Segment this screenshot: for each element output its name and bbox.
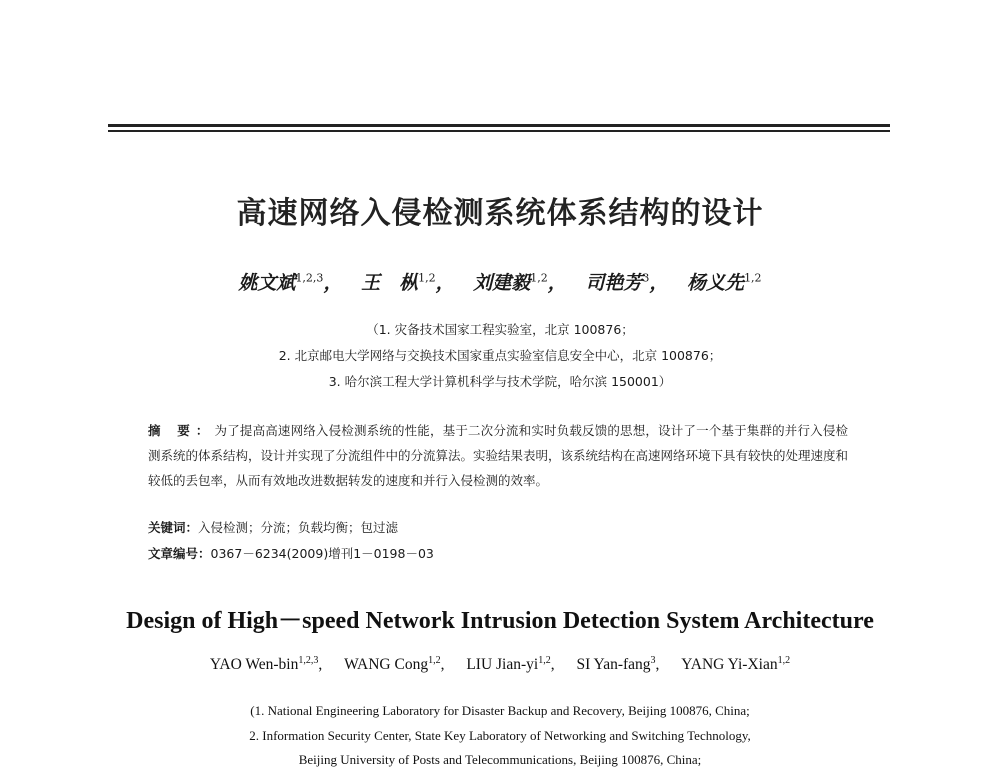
en-author-name: SI Yan-fang xyxy=(576,656,651,674)
en-author-5 xyxy=(681,656,790,673)
cn-author-sep: ， xyxy=(649,272,669,294)
header-rule-bottom xyxy=(108,130,890,132)
keywords-label: 关键词： xyxy=(148,520,199,535)
en-author-name: WANG Cong xyxy=(344,656,429,674)
cn-author-sup: 1,2 xyxy=(744,271,762,285)
en-author-sup: 3 xyxy=(650,655,656,666)
en-author-sep: , xyxy=(655,656,660,674)
cn-author-name: 司艳芳 xyxy=(585,272,643,294)
en-author-sup: 1,2,3 xyxy=(298,655,319,666)
en-author-sep: , xyxy=(440,656,445,674)
cn-author-sup: 1,2 xyxy=(530,271,548,285)
cn-author-name: 刘建毅 xyxy=(473,272,531,294)
en-affiliation-3: Beijing University of Posts and Telecommunications, Beijing 100876, China; xyxy=(298,752,702,767)
en-author-1 xyxy=(210,656,322,673)
en-author-sep: , xyxy=(318,656,323,674)
en-author-2 xyxy=(344,656,444,673)
abstract-text: 为了提高高速网络入侵检测系统的性能，基于二次分流和实时负载反馈的思想，设计了一个基于集群的并行入侵检测系统的体系结构，设计并实现了分流组件中的分流算法。实验结果表明，该系统结构在高速网络环境下具有较快的处理速度和较低的丢包率，从而有效地改进数据转发的速度和并行入侵检测的效率。 xyxy=(148,423,849,488)
cn-author-sup: 3 xyxy=(642,271,650,285)
cn-affiliation-3: 3. 哈尔滨工程大学计算机科学与技术学院，哈尔滨 150001） xyxy=(328,374,672,389)
en-author-name: YAO Wen-bin xyxy=(209,656,299,674)
header-rule-top xyxy=(108,124,890,127)
cn-author-sep: ， xyxy=(323,272,343,294)
docnum-label: 文章编号： xyxy=(148,546,211,561)
en-author-sup: 1,2 xyxy=(777,655,791,666)
chinese-title: 高速网络入侵检测系统体系结构的设计 xyxy=(236,196,764,231)
en-author-sup: 1,2 xyxy=(538,655,551,666)
chinese-keywords xyxy=(148,518,848,536)
english-authors xyxy=(0,655,1000,674)
chinese-abstract xyxy=(148,418,848,493)
cn-author-name: 杨义先 xyxy=(687,272,745,294)
document-number xyxy=(148,544,848,562)
en-author-name: LIU Jian-yi xyxy=(466,656,539,674)
chinese-authors xyxy=(0,268,1000,295)
en-author-name: YANG Yi-Xian xyxy=(681,656,778,674)
en-author-sup: 1,2 xyxy=(428,655,441,666)
cn-author-sup: 1,2,3 xyxy=(295,271,324,285)
cn-author-name: 王 枞 xyxy=(361,272,419,294)
cn-author-sup: 1,2 xyxy=(418,271,436,285)
cn-affiliation-2: 2. 北京邮电大学网络与交换技术国家重点实验室信息安全中心，北京 100876； xyxy=(278,348,722,363)
english-title: Design of High－speed Network Intrusion Detection System Architecture xyxy=(126,608,874,634)
cn-author-name: 姚文斌 xyxy=(238,272,296,294)
en-affiliation-2: 2. Information Security Center, State Key Laboratory of Networking and Switching Technology, xyxy=(249,728,751,743)
cn-affiliation-1: （1. 灾备技术国家工程实验室，北京 100876； xyxy=(366,322,634,337)
keywords-text: 入侵检测；分流；负载均衡；包过滤 xyxy=(198,520,399,535)
cn-author-2 xyxy=(361,272,455,294)
cn-author-sep: ， xyxy=(435,272,455,294)
en-author-4 xyxy=(576,656,659,673)
docnum-text: 0367－6234(2009)增刊1－0198－03 xyxy=(210,546,434,561)
en-author-sep: , xyxy=(550,656,555,674)
cn-author-5 xyxy=(687,272,762,294)
en-author-3 xyxy=(466,656,554,673)
cn-author-1 xyxy=(238,272,342,294)
en-affiliation-1: (1. National Engineering Laboratory for Disaster Backup and Recovery, Beijing 100876, China; xyxy=(250,703,750,718)
cn-author-sep: ， xyxy=(547,272,567,294)
cn-author-3 xyxy=(473,272,567,294)
cn-author-4 xyxy=(585,272,668,294)
abstract-label: 摘 要： xyxy=(148,423,215,438)
